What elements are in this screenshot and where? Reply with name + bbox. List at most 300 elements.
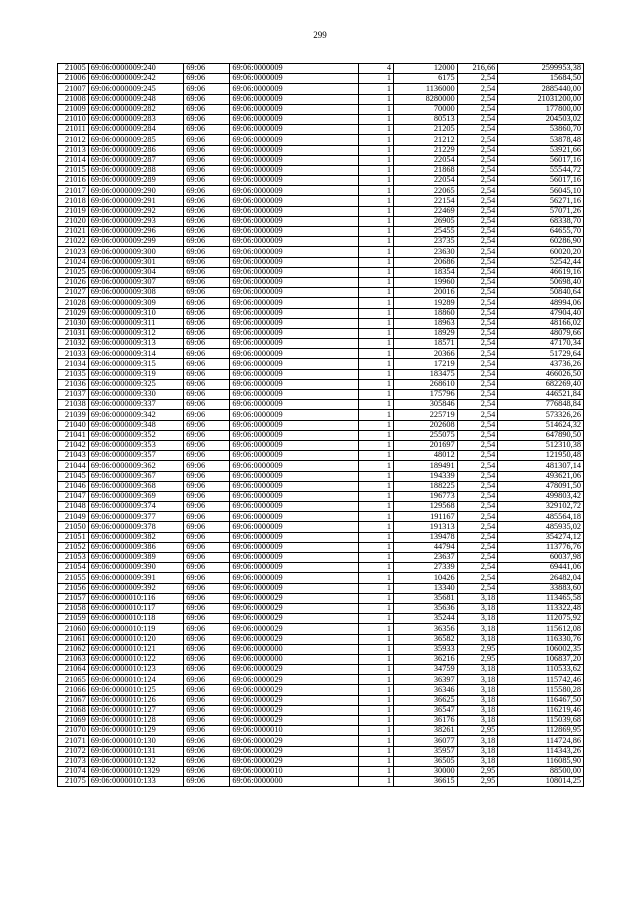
table-row xyxy=(58,502,584,512)
parcel-count-cell: 1 xyxy=(358,267,393,277)
area-value-cell: 255075 xyxy=(393,430,457,440)
cadastral-number-cell: 69:06:0000009:314 xyxy=(88,349,184,359)
cadastral-block-cell: 69:06:0000029 xyxy=(230,624,358,634)
total-value-cell: 478091,50 xyxy=(498,481,584,491)
area-value-cell: 189491 xyxy=(393,461,457,471)
area-value-cell: 22054 xyxy=(393,155,457,165)
cadastral-number-cell: 69:06:0000009:374 xyxy=(88,502,184,512)
cadastral-block-cell: 69:06:0000009 xyxy=(230,390,358,400)
table-row xyxy=(58,114,584,124)
cadastral-number-cell: 69:06:0000009:300 xyxy=(88,247,184,257)
parcel-count-cell: 1 xyxy=(358,502,393,512)
parcel-count-cell: 1 xyxy=(358,318,393,328)
row-number-cell: 21008 xyxy=(58,94,89,104)
row-number-cell: 21052 xyxy=(58,542,89,552)
cadastral-number-cell: 69:06:0000010:120 xyxy=(88,634,184,644)
rate-value-cell: 3,18 xyxy=(457,705,498,715)
district-code-cell: 69:06 xyxy=(184,64,230,74)
rate-value-cell: 2,54 xyxy=(457,502,498,512)
total-value-cell: 46619,16 xyxy=(498,267,584,277)
cadastral-block-cell: 69:06:0000009 xyxy=(230,339,358,349)
rate-value-cell: 2,54 xyxy=(457,155,498,165)
cadastral-number-cell: 69:06:0000009:290 xyxy=(88,186,184,196)
cadastral-number-cell: 69:06:0000009:296 xyxy=(88,227,184,237)
row-number-cell: 21070 xyxy=(58,726,89,736)
row-number-cell: 21045 xyxy=(58,471,89,481)
total-value-cell: 354274,12 xyxy=(498,532,584,542)
area-value-cell: 129568 xyxy=(393,502,457,512)
parcel-count-cell: 1 xyxy=(358,390,393,400)
area-value-cell: 201697 xyxy=(393,440,457,450)
table-row xyxy=(58,267,584,277)
total-value-cell: 60020,20 xyxy=(498,247,584,257)
parcel-count-cell: 1 xyxy=(358,155,393,165)
row-number-cell: 21064 xyxy=(58,665,89,675)
row-number-cell: 21010 xyxy=(58,114,89,124)
district-code-cell: 69:06 xyxy=(184,196,230,206)
parcel-count-cell: 1 xyxy=(358,125,393,135)
area-value-cell: 27339 xyxy=(393,563,457,573)
cadastral-number-cell: 69:06:0000009:369 xyxy=(88,491,184,501)
table-row xyxy=(58,542,584,552)
district-code-cell: 69:06 xyxy=(184,114,230,124)
rate-value-cell: 2,54 xyxy=(457,339,498,349)
row-number-cell: 21056 xyxy=(58,583,89,593)
rate-value-cell: 2,54 xyxy=(457,318,498,328)
row-number-cell: 21035 xyxy=(58,369,89,379)
rate-value-cell: 2,95 xyxy=(457,766,498,776)
cadastral-number-cell: 69:06:0000009:391 xyxy=(88,573,184,583)
row-number-cell: 21057 xyxy=(58,593,89,603)
row-number-cell: 21073 xyxy=(58,756,89,766)
parcel-count-cell: 1 xyxy=(358,766,393,776)
table-row xyxy=(58,695,584,705)
parcel-count-cell: 1 xyxy=(358,186,393,196)
cadastral-block-cell: 69:06:0000009 xyxy=(230,277,358,287)
parcel-count-cell: 1 xyxy=(358,440,393,450)
area-value-cell: 35957 xyxy=(393,746,457,756)
district-code-cell: 69:06 xyxy=(184,339,230,349)
rate-value-cell: 2,54 xyxy=(457,583,498,593)
table-row xyxy=(58,206,584,216)
district-code-cell: 69:06 xyxy=(184,502,230,512)
cadastral-number-cell: 69:06:0000009:342 xyxy=(88,410,184,420)
table-row xyxy=(58,328,584,338)
parcel-count-cell: 1 xyxy=(358,542,393,552)
area-value-cell: 18963 xyxy=(393,318,457,328)
total-value-cell: 48166,02 xyxy=(498,318,584,328)
district-code-cell: 69:06 xyxy=(184,471,230,481)
area-value-cell: 10426 xyxy=(393,573,457,583)
table-row xyxy=(58,705,584,715)
total-value-cell: 116085,90 xyxy=(498,756,584,766)
row-number-cell: 21026 xyxy=(58,277,89,287)
cadastral-number-cell: 69:06:0000010:118 xyxy=(88,614,184,624)
total-value-cell: 647890,50 xyxy=(498,430,584,440)
table-row xyxy=(58,379,584,389)
area-value-cell: 22154 xyxy=(393,196,457,206)
cadastral-number-cell: 69:06:0000010:116 xyxy=(88,593,184,603)
parcel-count-cell: 1 xyxy=(358,522,393,532)
cadastral-number-cell: 69:06:0000009:315 xyxy=(88,359,184,369)
area-value-cell: 18929 xyxy=(393,328,457,338)
cadastral-block-cell: 69:06:0000009 xyxy=(230,288,358,298)
area-value-cell: 183475 xyxy=(393,369,457,379)
table-row xyxy=(58,257,584,267)
cadastral-block-cell: 69:06:0000029 xyxy=(230,614,358,624)
cadastral-number-cell: 69:06:0000009:382 xyxy=(88,532,184,542)
cadastral-block-cell: 69:06:0000009 xyxy=(230,420,358,430)
cadastral-block-cell: 69:06:0000009 xyxy=(230,451,358,461)
parcel-count-cell: 1 xyxy=(358,624,393,634)
total-value-cell: 47170,34 xyxy=(498,339,584,349)
total-value-cell: 57071,26 xyxy=(498,206,584,216)
parcel-count-cell: 1 xyxy=(358,634,393,644)
cadastral-block-cell: 69:06:0000009 xyxy=(230,84,358,94)
rate-value-cell: 2,54 xyxy=(457,491,498,501)
table-row xyxy=(58,624,584,634)
district-code-cell: 69:06 xyxy=(184,491,230,501)
rate-value-cell: 2,54 xyxy=(457,216,498,226)
area-value-cell: 268610 xyxy=(393,379,457,389)
cadastral-number-cell: 69:06:0000010:133 xyxy=(88,777,184,787)
table-row xyxy=(58,64,584,74)
table-row xyxy=(58,94,584,104)
area-value-cell: 18571 xyxy=(393,339,457,349)
rate-value-cell: 2,54 xyxy=(457,542,498,552)
district-code-cell: 69:06 xyxy=(184,654,230,664)
table-row xyxy=(58,155,584,165)
cadastral-block-cell: 69:06:0000000 xyxy=(230,644,358,654)
cadastral-number-cell: 69:06:0000010:1329 xyxy=(88,766,184,776)
total-value-cell: 51729,64 xyxy=(498,349,584,359)
rate-value-cell: 2,54 xyxy=(457,186,498,196)
row-number-cell: 21051 xyxy=(58,532,89,542)
cadastral-block-cell: 69:06:0000009 xyxy=(230,512,358,522)
cadastral-number-cell: 69:06:0000009:330 xyxy=(88,390,184,400)
district-code-cell: 69:06 xyxy=(184,257,230,267)
parcel-count-cell: 1 xyxy=(358,339,393,349)
parcel-count-cell: 1 xyxy=(358,573,393,583)
area-value-cell: 1136000 xyxy=(393,84,457,94)
parcel-count-cell: 1 xyxy=(358,227,393,237)
cadastral-number-cell: 69:06:0000010:130 xyxy=(88,736,184,746)
rate-value-cell: 2,54 xyxy=(457,512,498,522)
district-code-cell: 69:06 xyxy=(184,94,230,104)
total-value-cell: 121950,48 xyxy=(498,451,584,461)
area-value-cell: 20366 xyxy=(393,349,457,359)
area-value-cell: 21205 xyxy=(393,125,457,135)
parcel-count-cell: 1 xyxy=(358,461,393,471)
district-code-cell: 69:06 xyxy=(184,206,230,216)
row-number-cell: 21072 xyxy=(58,746,89,756)
cadastral-number-cell: 69:06:0000009:378 xyxy=(88,522,184,532)
rate-value-cell: 3,18 xyxy=(457,746,498,756)
rate-value-cell: 2,54 xyxy=(457,176,498,186)
parcel-count-cell: 1 xyxy=(358,114,393,124)
total-value-cell: 682269,40 xyxy=(498,379,584,389)
district-code-cell: 69:06 xyxy=(184,573,230,583)
cadastral-block-cell: 69:06:0000029 xyxy=(230,665,358,675)
total-value-cell: 115580,28 xyxy=(498,685,584,695)
row-number-cell: 21059 xyxy=(58,614,89,624)
cadastral-block-cell: 69:06:0000009 xyxy=(230,237,358,247)
table-row xyxy=(58,400,584,410)
cadastral-block-cell: 69:06:0000009 xyxy=(230,532,358,542)
table-row xyxy=(58,349,584,359)
cadastral-block-cell: 69:06:0000009 xyxy=(230,400,358,410)
cadastral-block-cell: 69:06:0000029 xyxy=(230,705,358,715)
table-row xyxy=(58,777,584,787)
cadastral-block-cell: 69:06:0000009 xyxy=(230,104,358,114)
rate-value-cell: 2,95 xyxy=(457,726,498,736)
area-value-cell: 12000 xyxy=(393,64,457,74)
parcel-count-cell: 1 xyxy=(358,726,393,736)
area-value-cell: 225719 xyxy=(393,410,457,420)
rate-value-cell: 2,54 xyxy=(457,420,498,430)
rate-value-cell: 2,54 xyxy=(457,288,498,298)
table-row xyxy=(58,603,584,613)
rate-value-cell: 2,54 xyxy=(457,206,498,216)
total-value-cell: 113465,58 xyxy=(498,593,584,603)
rate-value-cell: 2,95 xyxy=(457,644,498,654)
district-code-cell: 69:06 xyxy=(184,390,230,400)
district-code-cell: 69:06 xyxy=(184,695,230,705)
cadastral-number-cell: 69:06:0000009:392 xyxy=(88,583,184,593)
district-code-cell: 69:06 xyxy=(184,716,230,726)
total-value-cell: 106837,20 xyxy=(498,654,584,664)
area-value-cell: 13340 xyxy=(393,583,457,593)
area-value-cell: 202608 xyxy=(393,420,457,430)
table-row xyxy=(58,247,584,257)
rate-value-cell: 3,18 xyxy=(457,665,498,675)
total-value-cell: 329102,72 xyxy=(498,502,584,512)
area-value-cell: 36625 xyxy=(393,695,457,705)
table-row xyxy=(58,430,584,440)
row-number-cell: 21012 xyxy=(58,135,89,145)
table-row xyxy=(58,318,584,328)
cadastral-block-cell: 69:06:0000009 xyxy=(230,145,358,155)
table-row xyxy=(58,716,584,726)
parcel-count-cell: 1 xyxy=(358,400,393,410)
table-row xyxy=(58,308,584,318)
cadastral-number-cell: 69:06:0000009:291 xyxy=(88,196,184,206)
row-number-cell: 21022 xyxy=(58,237,89,247)
row-number-cell: 21058 xyxy=(58,603,89,613)
cadastral-block-cell: 69:06:0000009 xyxy=(230,349,358,359)
cadastral-number-cell: 69:06:0000009:309 xyxy=(88,298,184,308)
district-code-cell: 69:06 xyxy=(184,430,230,440)
table-row xyxy=(58,451,584,461)
row-number-cell: 21020 xyxy=(58,216,89,226)
cadastral-number-cell: 69:06:0000010:123 xyxy=(88,665,184,675)
total-value-cell: 493621,06 xyxy=(498,471,584,481)
district-code-cell: 69:06 xyxy=(184,328,230,338)
cadastral-block-cell: 69:06:0000009 xyxy=(230,553,358,563)
rate-value-cell: 2,54 xyxy=(457,237,498,247)
total-value-cell: 21031200,00 xyxy=(498,94,584,104)
total-value-cell: 108014,25 xyxy=(498,777,584,787)
cadastral-block-cell: 69:06:0000009 xyxy=(230,135,358,145)
table-row xyxy=(58,288,584,298)
area-value-cell: 48012 xyxy=(393,451,457,461)
rate-value-cell: 2,54 xyxy=(457,94,498,104)
table-row xyxy=(58,634,584,644)
district-code-cell: 69:06 xyxy=(184,369,230,379)
cadastral-number-cell: 69:06:0000010:128 xyxy=(88,716,184,726)
rate-value-cell: 2,54 xyxy=(457,328,498,338)
cadastral-block-cell: 69:06:0000009 xyxy=(230,440,358,450)
total-value-cell: 56017,16 xyxy=(498,155,584,165)
row-number-cell: 21041 xyxy=(58,430,89,440)
row-number-cell: 21034 xyxy=(58,359,89,369)
cadastral-number-cell: 69:06:0000009:287 xyxy=(88,155,184,165)
cadastral-number-cell: 69:06:0000009:284 xyxy=(88,125,184,135)
cadastral-number-cell: 69:06:0000010:124 xyxy=(88,675,184,685)
row-number-cell: 21071 xyxy=(58,736,89,746)
parcel-count-cell: 1 xyxy=(358,471,393,481)
area-value-cell: 38261 xyxy=(393,726,457,736)
table-row xyxy=(58,481,584,491)
total-value-cell: 114724,86 xyxy=(498,736,584,746)
total-value-cell: 50840,64 xyxy=(498,288,584,298)
cadastral-number-cell: 69:06:0000009:308 xyxy=(88,288,184,298)
cadastral-block-cell: 69:06:0000029 xyxy=(230,746,358,756)
total-value-cell: 53860,70 xyxy=(498,125,584,135)
area-value-cell: 36615 xyxy=(393,777,457,787)
total-value-cell: 116467,50 xyxy=(498,695,584,705)
cadastral-number-cell: 69:06:0000009:285 xyxy=(88,135,184,145)
district-code-cell: 69:06 xyxy=(184,267,230,277)
cadastral-block-cell: 69:06:0000009 xyxy=(230,125,358,135)
rate-value-cell: 2,54 xyxy=(457,430,498,440)
total-value-cell: 115742,46 xyxy=(498,675,584,685)
district-code-cell: 69:06 xyxy=(184,583,230,593)
total-value-cell: 514624,32 xyxy=(498,420,584,430)
cadastral-block-cell: 69:06:0000009 xyxy=(230,471,358,481)
total-value-cell: 52542,44 xyxy=(498,257,584,267)
area-value-cell: 36397 xyxy=(393,675,457,685)
row-number-cell: 21062 xyxy=(58,644,89,654)
rate-value-cell: 2,54 xyxy=(457,522,498,532)
parcel-count-cell: 1 xyxy=(358,176,393,186)
total-value-cell: 112869,95 xyxy=(498,726,584,736)
total-value-cell: 88500,00 xyxy=(498,766,584,776)
parcel-count-cell: 1 xyxy=(358,196,393,206)
rate-value-cell: 3,18 xyxy=(457,695,498,705)
row-number-cell: 21044 xyxy=(58,461,89,471)
parcel-count-cell: 1 xyxy=(358,716,393,726)
area-value-cell: 18354 xyxy=(393,267,457,277)
district-code-cell: 69:06 xyxy=(184,74,230,84)
rate-value-cell: 2,54 xyxy=(457,349,498,359)
parcel-count-cell: 1 xyxy=(358,410,393,420)
table-row xyxy=(58,216,584,226)
cadastral-number-cell: 69:06:0000009:248 xyxy=(88,94,184,104)
rate-value-cell: 2,54 xyxy=(457,114,498,124)
total-value-cell: 64655,70 xyxy=(498,227,584,237)
district-code-cell: 69:06 xyxy=(184,756,230,766)
district-code-cell: 69:06 xyxy=(184,481,230,491)
area-value-cell: 35244 xyxy=(393,614,457,624)
district-code-cell: 69:06 xyxy=(184,227,230,237)
row-number-cell: 21007 xyxy=(58,84,89,94)
district-code-cell: 69:06 xyxy=(184,542,230,552)
parcel-count-cell: 1 xyxy=(358,532,393,542)
parcel-count-cell: 1 xyxy=(358,165,393,175)
district-code-cell: 69:06 xyxy=(184,624,230,634)
area-value-cell: 36346 xyxy=(393,685,457,695)
total-value-cell: 60037,98 xyxy=(498,553,584,563)
table-row xyxy=(58,196,584,206)
total-value-cell: 466026,50 xyxy=(498,369,584,379)
cadastral-number-cell: 69:06:0000010:126 xyxy=(88,695,184,705)
cadastral-number-cell: 69:06:0000009:288 xyxy=(88,165,184,175)
total-value-cell: 110533,62 xyxy=(498,665,584,675)
cadastral-number-cell: 69:06:0000009:389 xyxy=(88,553,184,563)
row-number-cell: 21036 xyxy=(58,379,89,389)
parcel-count-cell: 1 xyxy=(358,512,393,522)
district-code-cell: 69:06 xyxy=(184,318,230,328)
area-value-cell: 21229 xyxy=(393,145,457,155)
rate-value-cell: 2,54 xyxy=(457,84,498,94)
cadastral-block-cell: 69:06:0000010 xyxy=(230,766,358,776)
row-number-cell: 21013 xyxy=(58,145,89,155)
cadastral-block-cell: 69:06:0000009 xyxy=(230,165,358,175)
total-value-cell: 106002,35 xyxy=(498,644,584,654)
cadastral-block-cell: 69:06:0000009 xyxy=(230,114,358,124)
cadastral-block-cell: 69:06:0000009 xyxy=(230,318,358,328)
table-row xyxy=(58,583,584,593)
table-row xyxy=(58,675,584,685)
total-value-cell: 446521,84 xyxy=(498,390,584,400)
total-value-cell: 48994,06 xyxy=(498,298,584,308)
total-value-cell: 177800,00 xyxy=(498,104,584,114)
total-value-cell: 56017,16 xyxy=(498,176,584,186)
district-code-cell: 69:06 xyxy=(184,440,230,450)
cadastral-number-cell: 69:06:0000009:368 xyxy=(88,481,184,491)
total-value-cell: 60286,90 xyxy=(498,237,584,247)
cadastral-block-cell: 69:06:0000009 xyxy=(230,369,358,379)
cadastral-block-cell: 69:06:0000009 xyxy=(230,74,358,84)
table-row xyxy=(58,410,584,420)
area-value-cell: 36582 xyxy=(393,634,457,644)
cadastral-block-cell: 69:06:0000009 xyxy=(230,573,358,583)
rate-value-cell: 2,54 xyxy=(457,553,498,563)
cadastral-number-cell: 69:06:0000010:121 xyxy=(88,644,184,654)
district-code-cell: 69:06 xyxy=(184,216,230,226)
rate-value-cell: 2,54 xyxy=(457,573,498,583)
parcel-count-cell: 1 xyxy=(358,216,393,226)
district-code-cell: 69:06 xyxy=(184,614,230,624)
table-row xyxy=(58,84,584,94)
parcel-count-cell: 1 xyxy=(358,593,393,603)
district-code-cell: 69:06 xyxy=(184,145,230,155)
parcel-count-cell: 1 xyxy=(358,695,393,705)
total-value-cell: 499803,42 xyxy=(498,491,584,501)
area-value-cell: 36505 xyxy=(393,756,457,766)
cadastral-block-cell: 69:06:0000009 xyxy=(230,176,358,186)
district-code-cell: 69:06 xyxy=(184,685,230,695)
table-row xyxy=(58,237,584,247)
rate-value-cell: 2,54 xyxy=(457,74,498,84)
district-code-cell: 69:06 xyxy=(184,308,230,318)
cadastral-number-cell: 69:06:0000009:367 xyxy=(88,471,184,481)
row-number-cell: 21050 xyxy=(58,522,89,532)
rate-value-cell: 2,54 xyxy=(457,247,498,257)
parcel-count-cell: 1 xyxy=(358,237,393,247)
cadastral-number-cell: 69:06:0000009:301 xyxy=(88,257,184,267)
